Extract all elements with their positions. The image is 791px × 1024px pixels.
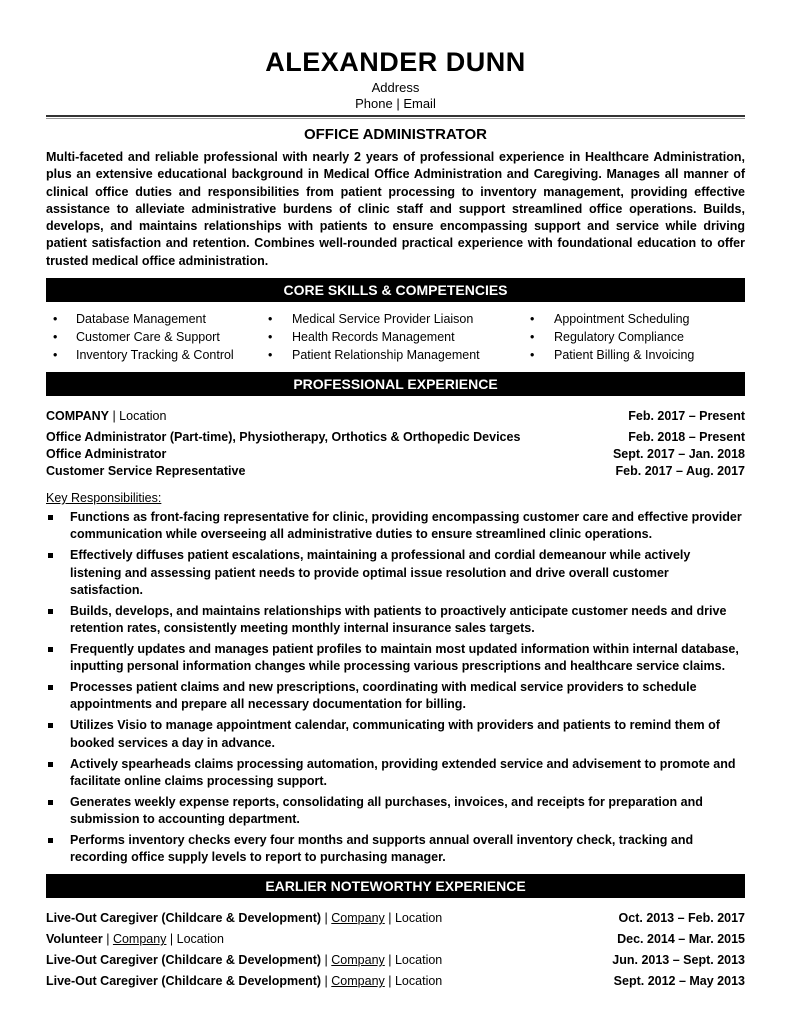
- role-row: [46, 429, 745, 446]
- role-dates: Feb. 2017 – Aug. 2017: [615, 464, 745, 479]
- earlier-role: Live-Out Caregiver (Childcare & Development): [46, 911, 322, 926]
- earlier-line: [46, 929, 224, 950]
- earlier-dates: Jun. 2013 – Sept. 2013: [612, 953, 745, 968]
- skill-item: • Database Management: [46, 310, 268, 328]
- role-title: Office Administrator: [46, 447, 167, 462]
- role-dates: Feb. 2018 – Present: [628, 430, 745, 445]
- candidate-name: ALEXANDER DUNN: [265, 47, 526, 77]
- responsibility-item: Builds, develops, and maintains relationships with patients to proactively anticipate customer needs and drive retention rates, consistently meeting monthly internal insurance sales targets.: [46, 603, 745, 638]
- responsibility-item: Utilizes Visio to manage appointment calendar, communicating with providers and patients to remind them of booked services a day in advance.: [46, 717, 745, 752]
- responsibilities-list: [46, 509, 745, 866]
- key-responsibilities-heading: Key Responsibilities:: [46, 491, 162, 506]
- skill-item: • Inventory Tracking & Control: [46, 346, 268, 364]
- company-name: COMPANY: [46, 409, 109, 424]
- separator: |: [108, 409, 120, 424]
- earlier-row: [46, 908, 745, 929]
- skill-item: • Patient Relationship Management: [268, 346, 530, 364]
- summary-paragraph: Multi-faceted and reliable professional with nearly 2 years of professional experience in Healthcare Administration, plus an extensive educational background in Medical Office Administration and Caregiving. Manages all manner of clinical office duties and responsibilities from patient processing to inventory management, providing effective assistance to alleviate administrative burdens of clinic staff and support streamlined office operations. Builds, develops, and maintains relationships with patients to ensure encompassing support and service while driving patient satisfaction and retention. Combines well-rounded practical experience with foundational education to offer trusted medical office administration.: [46, 150, 745, 268]
- earlier-location: Location: [394, 953, 443, 968]
- company-row: [46, 408, 745, 425]
- company-dates: Feb. 2017 – Present: [628, 409, 745, 424]
- earlier-role: Live-Out Caregiver (Childcare & Development): [46, 974, 322, 989]
- phone-email: Phone | Email: [355, 96, 436, 111]
- address: Address: [371, 80, 420, 95]
- separator: |: [102, 932, 113, 947]
- role-row: [46, 446, 745, 463]
- separator: |: [321, 911, 332, 926]
- earlier-row: [46, 950, 745, 971]
- earlier-dates: Oct. 2013 – Feb. 2017: [618, 911, 745, 926]
- earlier-location: Location: [176, 932, 224, 947]
- skill-item: • Appointment Scheduling: [530, 310, 745, 328]
- job-title: OFFICE ADMINISTRATOR: [303, 126, 488, 143]
- responsibility-item: Frequently updates and manages patient profiles to maintain most updated information within internal database, inputting personal information changes while processing various prescriptions and healthcare service claims.: [46, 641, 745, 676]
- company-location: Location: [119, 409, 167, 424]
- earlier-location: Location: [394, 911, 443, 926]
- responsibility-item: Actively spearheads claims processing automation, providing extended service and advisement to promote and facilitate online claims processing support.: [46, 756, 745, 791]
- earlier-dates: Dec. 2014 – Mar. 2015: [617, 932, 745, 947]
- earlier-line: [46, 908, 442, 929]
- company-line: [46, 408, 166, 425]
- skill-item: • Medical Service Provider Liaison: [268, 310, 530, 328]
- skill-item: • Health Records Management: [268, 328, 530, 346]
- header-divider-thin: [46, 118, 745, 119]
- responsibility-item: Performs inventory checks every four months and supports annual overall inventory check, tracking and recording office supply levels to report to purchasing manager.: [46, 832, 745, 867]
- earlier-company: Company: [331, 953, 385, 968]
- role-dates: Sept. 2017 – Jan. 2018: [612, 447, 745, 462]
- role-row: [46, 463, 745, 480]
- role-title: Office Administrator (Part-time), Physiotherapy, Orthotics & Orthopedic Devices: [46, 430, 521, 445]
- earlier-company: Company: [331, 974, 385, 989]
- separator: |: [384, 974, 395, 989]
- earlier-experience-heading: EARLIER NOTEWORTHY EXPERIENCE: [46, 874, 745, 898]
- earlier-line: [46, 950, 442, 971]
- separator: |: [384, 911, 395, 926]
- role-title: Customer Service Representative: [46, 464, 246, 479]
- separator: |: [321, 974, 332, 989]
- earlier-location: Location: [394, 974, 443, 989]
- earlier-company: Company: [331, 911, 385, 926]
- skill-item: • Regulatory Compliance: [530, 328, 745, 346]
- separator: |: [384, 953, 395, 968]
- earlier-role: Volunteer: [46, 932, 103, 947]
- earlier-role: Live-Out Caregiver (Childcare & Development): [46, 953, 322, 968]
- responsibility-item: Processes patient claims and new prescriptions, coordinating with medical service providers to schedule appointments and prepare all necessary documentation for billing.: [46, 679, 745, 714]
- responsibility-item: Generates weekly expense reports, consolidating all purchases, invoices, and receipts for preparation and submission to accounting department.: [46, 794, 745, 829]
- earlier-dates: Sept. 2012 – May 2013: [613, 974, 745, 989]
- skills-column-3: [530, 310, 745, 364]
- responsibility-item: Functions as front-facing representative for clinic, providing encompassing customer care and effective provider communication while overseeing all administrative duties to ensure streamlined clinic operations.: [46, 509, 745, 544]
- earlier-company: Company: [112, 932, 167, 947]
- experience-heading: PROFESSIONAL EXPERIENCE: [46, 372, 745, 396]
- separator: |: [321, 953, 332, 968]
- skill-item: • Patient Billing & Invoicing: [530, 346, 745, 364]
- skill-item: • Customer Care & Support: [46, 328, 268, 346]
- earlier-row: [46, 929, 745, 950]
- skills-grid: [46, 310, 745, 364]
- skills-column-1: [46, 310, 268, 364]
- skills-heading: CORE SKILLS & COMPETENCIES: [46, 278, 745, 302]
- separator: |: [166, 932, 177, 947]
- earlier-line: [46, 971, 442, 992]
- responsibility-item: Effectively diffuses patient escalations, maintaining a professional and cordial demeanour while actively listening and assessing patient needs to provide optimal issue resolution and drive overall customer satisfaction.: [46, 547, 745, 599]
- header-divider: [46, 115, 745, 117]
- earlier-row: [46, 971, 745, 992]
- skills-column-2: [268, 310, 530, 364]
- earlier-experience-list: [46, 908, 745, 992]
